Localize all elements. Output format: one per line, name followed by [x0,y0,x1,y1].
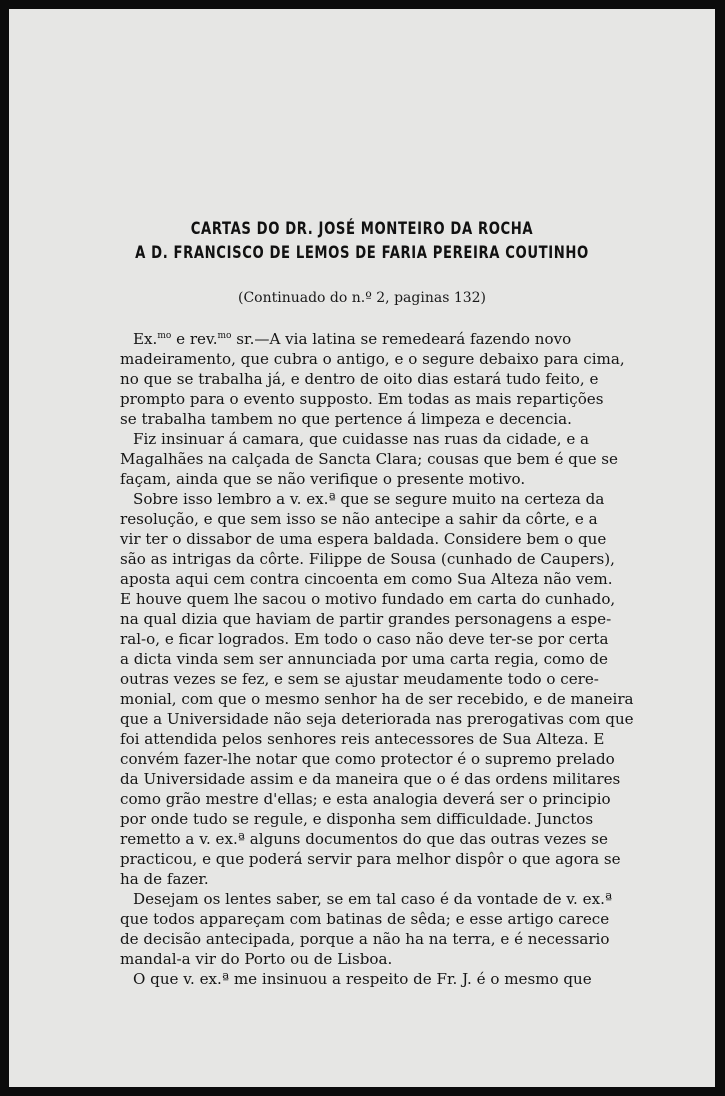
text-line: foi attendida pelos senhores reis antecessores de Sua Alteza. E [120,730,605,748]
text-line: de decisão antecipada, porque a não ha na terra, e é necessario [120,930,610,948]
text-line: que a Universidade não seja deteriorada nas prerogativas com que [120,710,634,728]
text-line: Fiz insinuar á camara, que cuidasse nas ruas da cidade, e a [133,430,590,448]
text-line: ha de fazer. [120,870,209,888]
salutation-rev: e rev. [171,330,218,348]
text-line: no que se trabalha já, e dentro de oito dias estará tudo feito, e [120,370,599,388]
text-line: são as intrigas da côrte. Filippe de Sousa (cunhado de Caupers), [120,550,615,568]
opening-line [120,329,571,349]
text-line: E houve quem lhe sacou o motivo fundado em carta do cunhado, [120,590,616,608]
article-title-line-1: CARTAS DO DR. JOSÉ MONTEIRO DA ROCHA [190,220,534,240]
text-line: façam, ainda que se não verifique o presente motivo. [120,470,526,488]
text-line: que todos appareçam com batinas de sêda; e esse artigo carece [120,910,610,928]
text-line: como grão mestre d'ellas; e esta analogia deverá ser o principio [120,790,611,808]
text-line: mandal-a vir do Porto ou de Lisboa. [120,950,393,968]
text-line: resolução, e que sem isso se não antecipe a sahir da côrte, e a [120,510,598,528]
salutation-ex-sup: mo [157,330,172,341]
text-line: convém fazer-lhe notar que como protector é o supremo prelado [120,750,615,768]
text-line: monial, com que o mesmo senhor ha de ser recebido, e de maneira [120,690,634,708]
text-line: remetto a v. ex.ª alguns documentos do que das outras vezes se [120,830,608,848]
salutation-ex: Ex. [133,330,158,348]
text-line: aposta aqui cem contra cincoenta em como Sua Alteza não vem. [120,570,613,588]
text-line: Sobre isso lembro a v. ex.ª que se segure muito na certeza da [133,490,605,508]
salutation-rev-sup: mo [217,330,232,341]
text-line: na qual dizia que haviam de partir grandes personagens a espe- [120,610,612,628]
text-line: da Universidade assim e da maneira que o é das ordens militares [120,770,621,788]
text-line: practicou, e que poderá servir para melhor dispôr o que agora se [120,850,621,868]
article-title-line-2: A D. FRANCISCO DE LEMOS DE FARIA PEREIRA COUTINHO [135,244,589,264]
text-line: a dicta vinda sem ser annunciada por uma carta regia, como de [120,650,608,668]
text-line: Desejam os lentes saber, se em tal caso é da vontade de v. ex.ª [133,890,613,908]
continuation-note: (Continuado do n.º 2, paginas 132) [237,290,487,306]
text-line: Magalhães na calçada de Sancta Clara; cousas que bem é que se [120,450,618,468]
text-line: se trabalha tambem no que pertence á limpeza e decencia. [120,410,572,428]
text-line: outras vezes se fez, e sem se ajustar meudamente todo o cere- [120,670,599,688]
text-line: ral-o, e ficar logrados. Em todo o caso não deve ter-se por certa [120,630,609,648]
text-line: madeiramento, que cubra o antigo, e o segure debaixo para cima, [120,350,625,368]
text-line: vir ter o dissabor de uma espera baldada. Considere bem o que [120,530,607,548]
opening-text: sr.—A via latina se remedeará fazendo novo [231,330,572,348]
document-page [9,9,715,1087]
text-line: O que v. ex.ª me insinuou a respeito de Fr. J. é o mesmo que [133,970,592,988]
text-line: prompto para o evento supposto. Em todas as mais repartições [120,390,604,408]
text-line: por onde tudo se regule, e disponha sem difficuldade. Junctos [120,810,594,828]
